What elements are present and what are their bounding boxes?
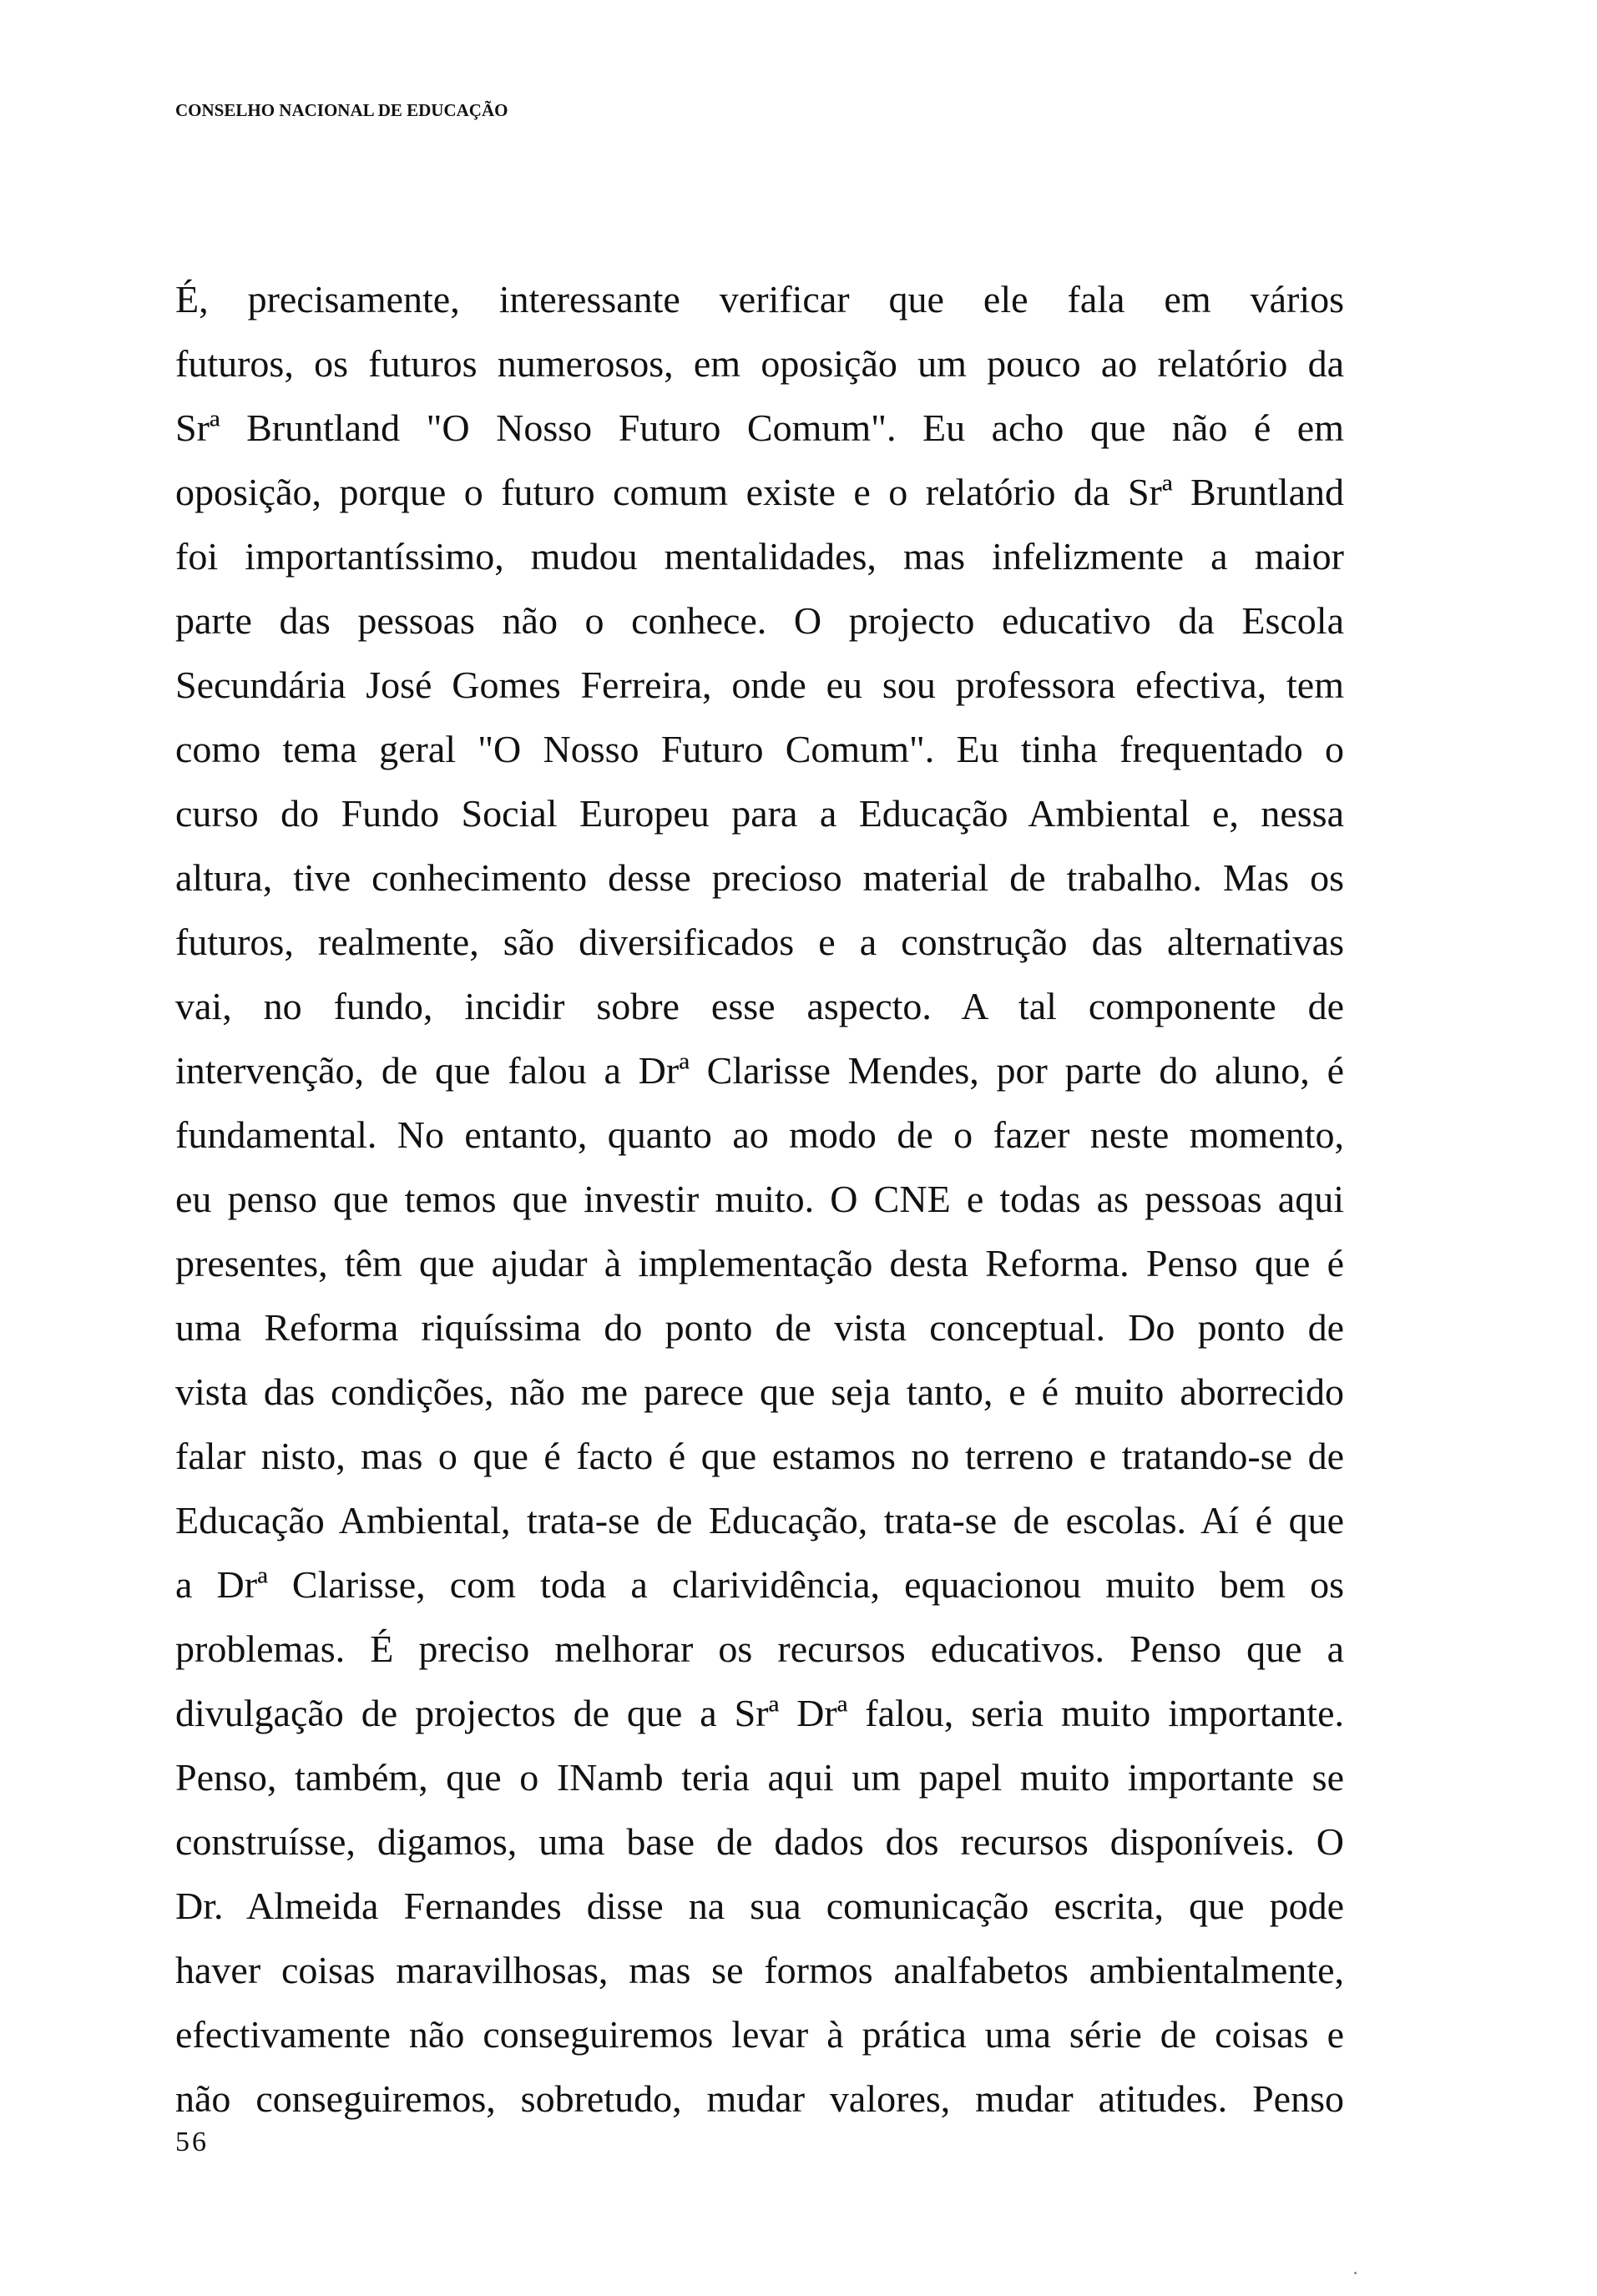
text-line: oposição, porque o futuro comum existe e o relatório da Srª Bruntland [175,471,1344,513]
text-line: Secundária José Gomes Ferreira, onde eu sou professora efectiva, tem [175,664,1344,706]
text-line: Educação Ambiental, trata-se de Educação, trata-se de escolas. Aí é que [175,1499,1344,1542]
text-line: intervenção, de que falou a Drª Clarisse Mendes, por parte do aluno, é [175,1049,1344,1092]
running-header: CONSELHO NACIONAL DE EDUCAÇÃO [175,100,508,120]
text-line: haver coisas maravilhosas, mas se formos analfabetos ambientalmente, [175,1949,1344,1991]
text-line: Penso, também, que o INamb teria aqui um papel muito importante se [175,1756,1344,1799]
text-line: futuros, realmente, são diversificados e a construção das alternativas [175,921,1344,963]
text-line: altura, tive conhecimento desse precioso material de trabalho. Mas os [175,856,1344,899]
text-line: a Drª Clarisse, com toda a clarividência, equacionou muito bem os [175,1563,1344,1606]
text-line: efectivamente não conseguiremos levar à prática uma série de coisas e [175,2013,1344,2056]
text-line: Srª Bruntland "O Nosso Futuro Comum". Eu acho que não é em [175,406,1344,449]
body-paragraph [175,267,1344,2131]
text-line: vai, no fundo, incidir sobre esse aspecto. A tal componente de [175,985,1344,1027]
text-line: uma Reforma riquíssima do ponto de vista conceptual. Do ponto de [175,1306,1344,1349]
text-line: eu penso que temos que investir muito. O CNE e todas as pessoas aqui [175,1178,1344,1220]
text-line: problemas. É preciso melhorar os recursos educativos. Penso que a [175,1627,1344,1670]
text-line: É, precisamente, interessante verificar que ele fala em vários [175,278,1344,320]
text-line: não conseguiremos, sobretudo, mudar valores, mudar atitudes. Penso [175,2077,1344,2120]
text-line: Dr. Almeida Fernandes disse na sua comunicação escrita, que pode [175,1885,1344,1927]
text-line: divulgação de projectos de que a Srª Drª falou, seria muito importante. [175,1692,1344,1734]
page-number: 56 [175,2127,209,2157]
text-line: vista das condições, não me parece que seja tanto, e é muito aborrecido [175,1370,1344,1413]
text-line: como tema geral "O Nosso Futuro Comum". Eu tinha frequentado o [175,728,1344,770]
text-line: foi importantíssimo, mudou mentalidades, mas infelizmente a maior [175,535,1344,578]
scan-speck [1354,2272,1357,2274]
text-line: curso do Fundo Social Europeu para a Educação Ambiental e, nessa [175,792,1344,835]
text-line: parte das pessoas não o conhece. O projecto educativo da Escola [175,599,1344,642]
text-line: fundamental. No entanto, quanto ao modo de o fazer neste momento, [175,1113,1344,1156]
text-line: futuros, os futuros numerosos, em oposição um pouco ao relatório da [175,342,1344,385]
text-line: presentes, têm que ajudar à implementação desta Reforma. Penso que é [175,1242,1344,1284]
text-line: falar nisto, mas o que é facto é que estamos no terreno e tratando-se de [175,1435,1344,1477]
text-line: construísse, digamos, uma base de dados dos recursos disponíveis. O [175,1820,1344,1863]
